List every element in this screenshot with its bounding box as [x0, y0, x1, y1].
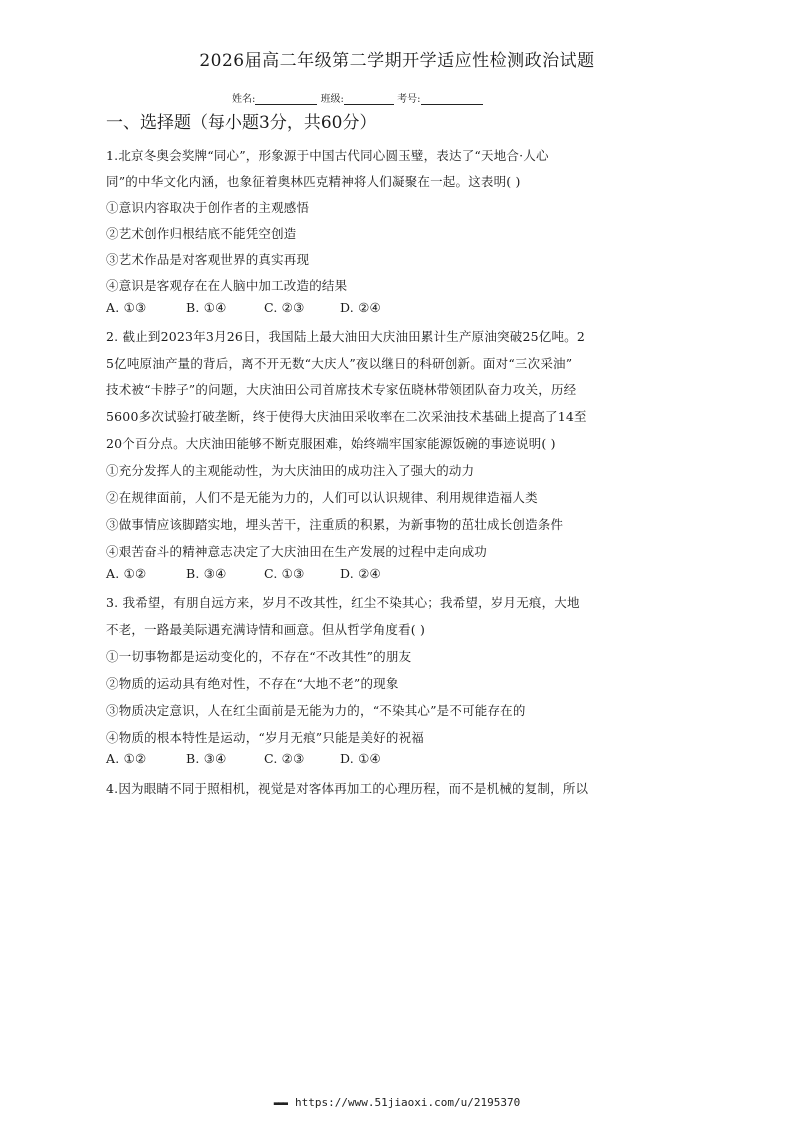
question-3-stem-line: 3. 我希望，有朋自远方来，岁月不改其性，红尘不染其心；我希望，岁月无痕，大地 [106, 595, 580, 610]
option-c[interactable]: C. ①③ [264, 566, 305, 581]
question-1-stem-line: 1.北京冬奥会奖牌“同心”，形象源于中国古代同心圆玉璧，表达了“天地合·人心 [106, 148, 549, 163]
name-label: 姓名: [232, 94, 256, 105]
option-b[interactable]: B. ①④ [186, 300, 227, 315]
option-b[interactable]: B. ③④ [186, 566, 227, 581]
exam-number-field[interactable] [421, 92, 483, 105]
footer-url[interactable]: https://www.51jiaoxi.com/u/2195370 [295, 1096, 521, 1109]
question-2-statement: ②在规律面前，人们不是无能为力的，人们可以认识规律、利用规律造福人类 [106, 490, 538, 505]
question-3-statement: ①一切事物都是运动变化的，不存在“不改其性”的朋友 [106, 649, 412, 664]
question-2-stem-line: 20个百分点。大庆油田能够不断克服困难，始终端牢国家能源饭碗的事迹说明( ) [106, 436, 556, 451]
page-title: 2026届高二年级第二学期开学适应性检测政治试题 [199, 51, 595, 71]
question-1-statement: ③艺术作品是对客观世界的真实再现 [106, 252, 310, 267]
option-a[interactable]: A. ①③ [106, 300, 147, 315]
option-a[interactable]: A. ①② [106, 566, 147, 581]
student-info-row [232, 90, 483, 105]
question-4-stem-line: 4.因为眼睛不同于照相机，视觉是对客体再加工的心理历程，而不是机械的复制，所以 [106, 781, 589, 796]
footer-watermark [0, 1096, 794, 1109]
option-d[interactable]: D. ①④ [340, 751, 381, 766]
question-1-statement: ①意识内容取决于创作者的主观感悟 [106, 200, 310, 215]
question-2-statement: ④艰苦奋斗的精神意志决定了大庆油田在生产发展的过程中走向成功 [106, 544, 488, 559]
option-a[interactable]: A. ①② [106, 751, 147, 766]
question-3-statement: ③物质决定意识，人在红尘面前是无能为力的，“不染其心”是不可能存在的 [106, 703, 526, 718]
option-c[interactable]: C. ②③ [264, 751, 305, 766]
question-3-statement: ④物质的根本特性是运动，“岁月无痕”只能是美好的祝福 [106, 730, 424, 745]
option-b[interactable]: B. ③④ [186, 751, 227, 766]
option-d[interactable]: D. ②④ [340, 566, 381, 581]
question-2-statement: ③做事情应该脚踏实地，埋头苦干，注重质的积累，为新事物的茁壮成长创造条件 [106, 517, 564, 532]
question-1-stem-line: 同”的中华文化内涵，也象征着奥林匹克精神将人们凝聚在一起。这表明( ) [106, 174, 521, 189]
question-2-stem-line: 技术被“卡脖子”的问题，大庆油田公司首席技术专家伍晓林带领团队奋力攻关，历经 [106, 382, 577, 397]
question-1-statement: ④意识是客观存在在人脑中加工改造的结果 [106, 278, 348, 293]
question-2-options [106, 566, 381, 581]
question-3-statement: ②物质的运动具有绝对性，不存在“大地不老”的现象 [106, 676, 399, 691]
question-2-stem-line: 5600多次试验打破垄断，终于使得大庆油田采收率在二次采油技术基础上提高了14至 [106, 409, 587, 424]
exam-number-label: 考号: [397, 94, 421, 105]
question-1-options [106, 300, 381, 315]
class-field[interactable] [344, 92, 394, 105]
class-label: 班级: [320, 94, 344, 105]
question-2-stem-line: 5亿吨原油产量的背后，离不开无数“大庆人”夜以继日的科研创新。面对“三次采油” [106, 356, 573, 371]
option-c[interactable]: C. ②③ [264, 300, 305, 315]
question-1-statement: ②艺术创作归根结底不能凭空创造 [106, 226, 297, 241]
name-field[interactable] [255, 92, 317, 105]
option-d[interactable]: D. ②④ [340, 300, 381, 315]
question-2-statement: ①充分发挥人的主观能动性，为大庆油田的成功注入了强大的动力 [106, 463, 475, 478]
question-3-options [106, 751, 381, 766]
section-heading: 一、选择题（每小题3分，共60分） [106, 113, 377, 133]
question-2-stem-line: 2. 截止到2023年3月26日，我国陆上最大油田大庆油田累计生产原油突破25亿吨。2 [106, 329, 586, 344]
question-3-stem-line: 不老，一路最美际遇充满诗情和画意。但从哲学角度看( ) [106, 622, 426, 637]
watermark-logo-icon: ▬▬▬ [273, 1099, 288, 1109]
